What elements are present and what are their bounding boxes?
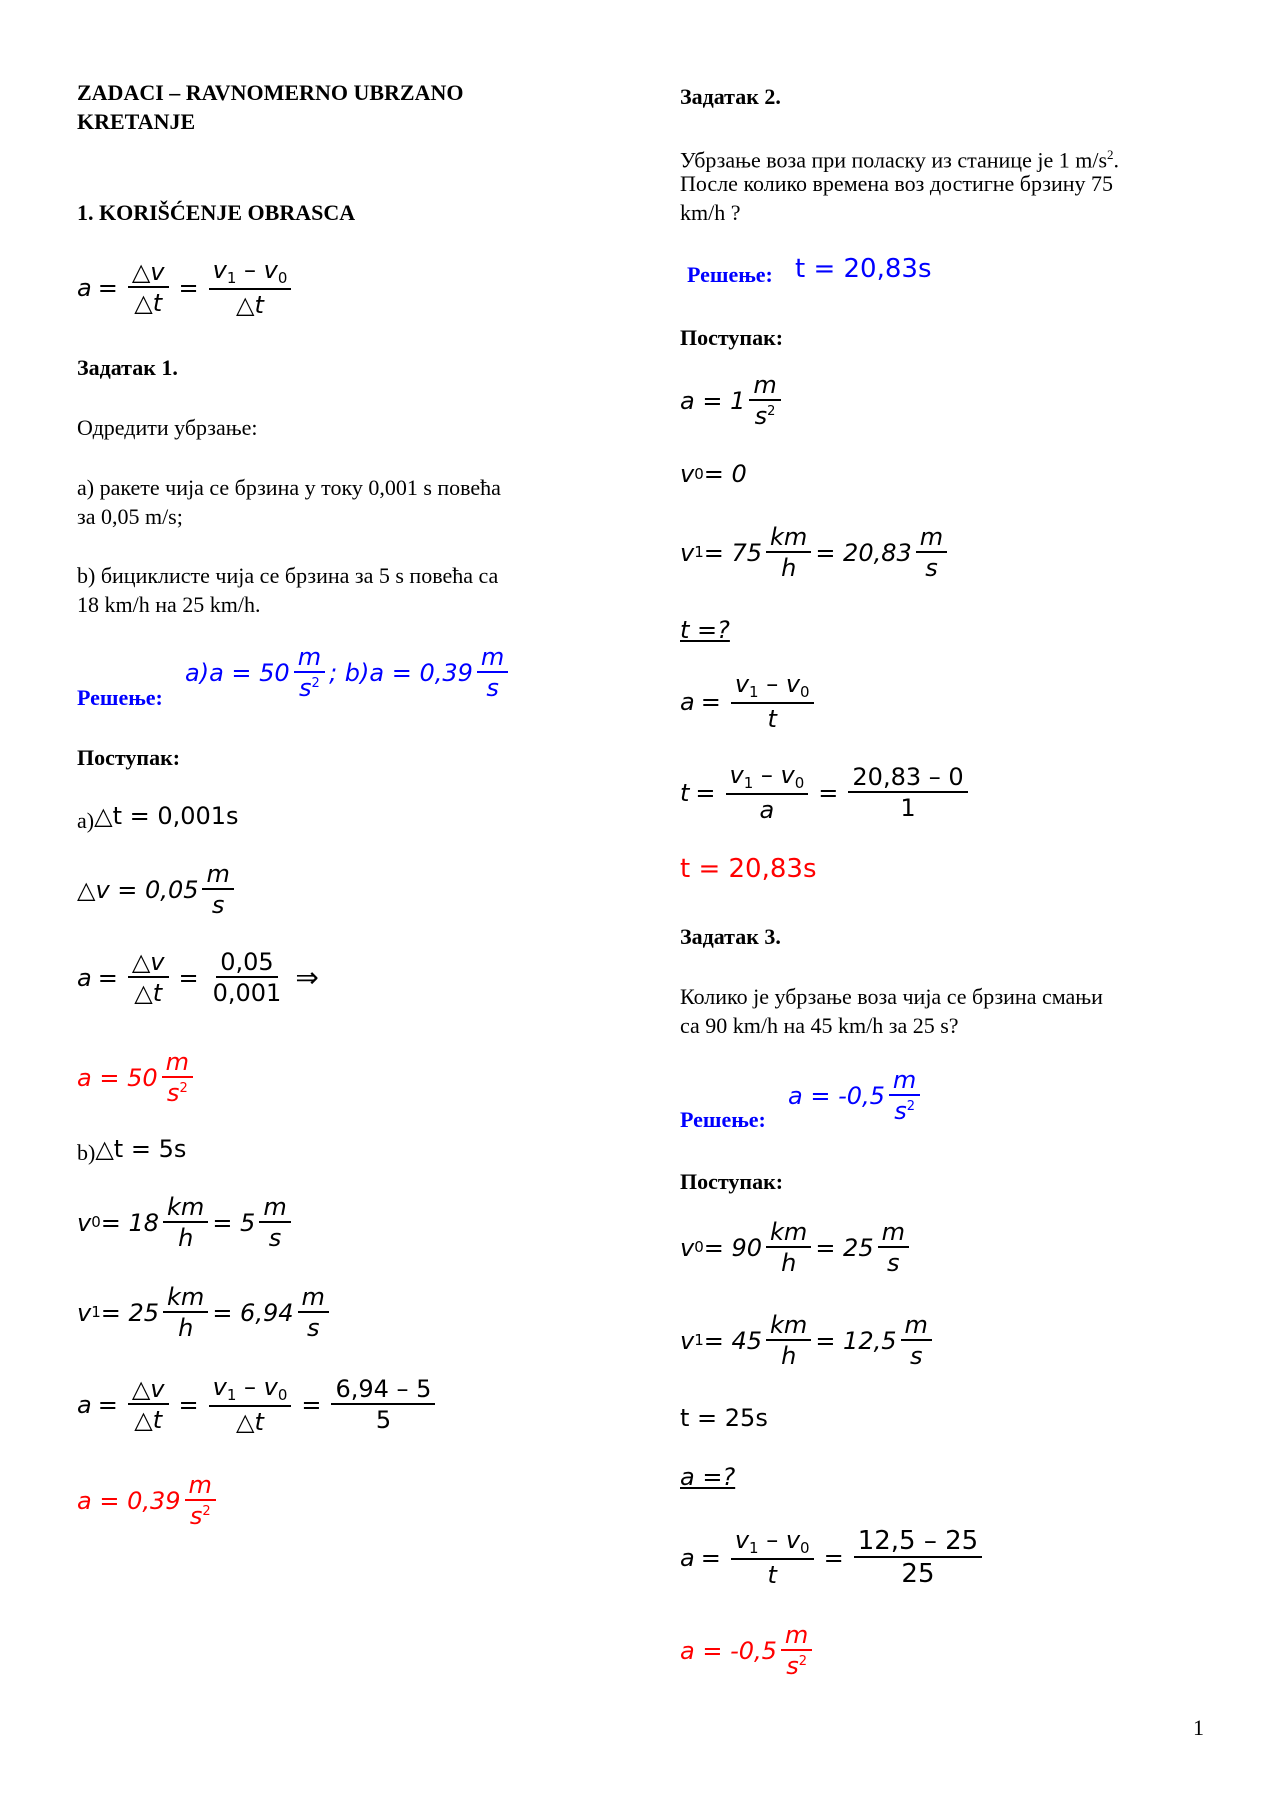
task1-prompt: Одредити убрзање: (77, 415, 258, 440)
task2-frac-den: 1 (900, 794, 916, 822)
task3-v0-ms: = 25 (815, 1233, 874, 1262)
task2-solution-label: Решење: (687, 262, 773, 287)
task2-line1-text: Убрзање воза при поласку из станице је 1 m/s (680, 147, 1108, 173)
doc-title-line1: ZADACI – RAVNOMERNO UBRZANO (77, 80, 464, 105)
task2-unknown (680, 618, 730, 642)
task3-v0: v 0 = 90 $\frac{km}{h}$ = 25 $\frac{m}{s}$ (680, 1220, 913, 1275)
task1-a-calc: a = $\frac{\triangle v}{\triangle t}$ = $\frac{0,05}{0,001}$ ⇒ (77, 948, 319, 1007)
task3-v1: v 1 = 45 $\frac{km}{h}$ = 12,5 $\frac{m}{s}$ (680, 1313, 936, 1368)
task3-frac-num: 12,5 – 25 (854, 1528, 983, 1558)
task1-b-frac-den: 5 (375, 1406, 392, 1434)
task1-a-line1: а) ракете чија се брзина у току 0,001 s повећа (77, 475, 501, 500)
task3-result-value: a = -0,5 (680, 1636, 777, 1665)
task2-solution: t = 20,83s (795, 254, 932, 284)
task1-a-dv: v = 0,05 (95, 875, 199, 904)
task2-line3: km/h ? (680, 200, 741, 225)
task1-b-frac-num: 6,94 – 5 (331, 1377, 435, 1405)
page-number: 1 (1193, 1715, 1204, 1740)
task1-b-v1: v 1 = 25 $\frac{km}{h}$ = 6,94 $\frac{m}{s}$ (77, 1285, 333, 1340)
task3-line1: Колико је убрзање воза чија се брзина смањи (680, 984, 1103, 1009)
implies-icon: ⇒ (295, 960, 319, 994)
task3-unknown (680, 1465, 735, 1489)
task2-v1: v 1 = 75 $\frac{km}{h}$ = 20,83 $\frac{m}{s}$ (680, 525, 951, 580)
task3-v1-ms: = 12,5 (815, 1326, 897, 1355)
task2-calc: t = $\frac{v_1 - v_0}{a}$ = $\frac{20,83 - 0}{1}$ (680, 763, 972, 822)
task2-result: t = 20,83s (680, 854, 817, 884)
task2-line2: После колико времена воз достигне брзину 75 (680, 171, 1114, 196)
task1-solution-a: a)a = 50 (185, 658, 290, 687)
section-heading: 1. KORIŠĆENJE OBRASCA (77, 200, 356, 225)
task1-heading: Задатак 1. (77, 355, 178, 380)
task1-b-dt-line (77, 1130, 186, 1167)
task1-a-result: a = 50 $\frac{m}{s^2}$ (77, 1050, 197, 1105)
task1-b-v0: v 0 = 18 $\frac{km}{h}$ = 5 $\frac{m}{s}$ (77, 1195, 295, 1250)
task1-procedure-label: Поступак: (77, 745, 181, 770)
task3-solution-value: a = -0,5 (788, 1081, 885, 1110)
task3-result: a = -0,5 $\frac{m}{s^2}$ (680, 1623, 816, 1678)
task2-v1-ms: = 20,83 (815, 538, 912, 567)
task3-t-given: t = 25s (680, 1404, 768, 1432)
part-b-label: b) (77, 1140, 96, 1165)
task1-b-dt: t = 5s (113, 1134, 187, 1163)
task3-solution-formula: a = -0,5 $\frac{m}{s^2}$ (788, 1068, 924, 1123)
task1-b-result-value: a = 0,39 (77, 1486, 181, 1515)
delta-icon: △ (77, 875, 96, 904)
task3-v1-value: = 45 (703, 1326, 763, 1355)
task1-solution-label: Решење: (77, 685, 163, 710)
task2-unknown-text: t =? (680, 616, 730, 644)
task1-a-line2: за 0,05 m/s; (77, 504, 183, 529)
task2-heading: Задатак 2. (680, 84, 781, 109)
task3-calc: a = $\frac{v_1 - v_0}{t}$ = $\frac{12,5 - 25}{25}$ (680, 1528, 986, 1587)
task1-a-dt: t = 0,001s (112, 801, 239, 830)
task3-line2: са 90 km/h на 45 km/h за 25 s? (680, 1013, 959, 1038)
doc-title-line2: KRETANJE (77, 109, 196, 134)
task2-line1: Убрзање воза при поласку из станице је 1 $m/s^2$. (680, 147, 1120, 173)
task2-v0: v 0 = 0 (680, 460, 747, 488)
task3-heading: Задатак 3. (680, 924, 781, 949)
task2-frac-num: 20,83 – 0 (848, 765, 967, 793)
delta-icon: △ (94, 801, 113, 830)
task1-b-line2: 18 km/h на 25 km/h. (77, 592, 261, 617)
task1-a-dt-line (77, 796, 239, 835)
part-a-label: a) (77, 808, 95, 833)
task2-v1-value: = 75 (703, 538, 763, 567)
task1-solution-b: ; b)a = 0,39 (329, 658, 473, 687)
task1-a-frac-den: 0,001 (212, 979, 282, 1007)
task2-v0-value: = 0 (703, 460, 747, 488)
task2-line1-end: . (1113, 147, 1120, 173)
task2-procedure-label: Поступак: (680, 325, 784, 350)
task1-b-v0-ms: = 5 (212, 1208, 256, 1237)
task3-unknown-text: a =? (680, 1463, 736, 1491)
task1-b-v1-value: = 25 (100, 1298, 160, 1327)
task1-b-v1-ms: = 6,94 (212, 1298, 294, 1327)
task3-frac-den: 25 (901, 1559, 935, 1589)
task1-solution-formula: a)a = 50 $\frac{m}{s^2}$ ; b)a = 0,39 $\frac{m}{s}$ (185, 645, 512, 700)
task2-a-given-value: a = 1 (680, 386, 746, 415)
task1-b-calc: a = $\frac{\triangle v}{\triangle t}$ = $\frac{v_1 - v_0}{\triangle t}$ = $\frac{6,94 - 5}{5}$ (77, 1375, 439, 1434)
delta-icon: △ (95, 1134, 114, 1163)
task1-a-frac-num: 0,05 (216, 950, 277, 978)
task2-a-given: a = 1 $\frac{m}{s^2}$ (680, 373, 785, 428)
task1-b-v0-value: = 18 (100, 1208, 160, 1237)
task2-formula: a = $\frac{v_1 - v_0}{t}$ (680, 672, 818, 731)
task1-a-result-value: a = 50 (77, 1063, 158, 1092)
task3-procedure-label: Поступак: (680, 1169, 784, 1194)
task1-b-line1: b) бициклисте чија се брзина за 5 s повећа са (77, 563, 499, 588)
task3-solution-label: Решење: (680, 1107, 766, 1132)
general-formula: a = $\frac{\triangle v}{\triangle t}$ = $\frac{v_1 - v_0}{\triangle t}$ (77, 258, 295, 317)
task1-a-dv-line: △ v = 0,05 $\frac{m}{s}$ (77, 862, 238, 917)
task1-b-result: a = 0,39 $\frac{m}{s^2}$ (77, 1473, 220, 1528)
task3-v0-value: = 90 (703, 1233, 763, 1262)
